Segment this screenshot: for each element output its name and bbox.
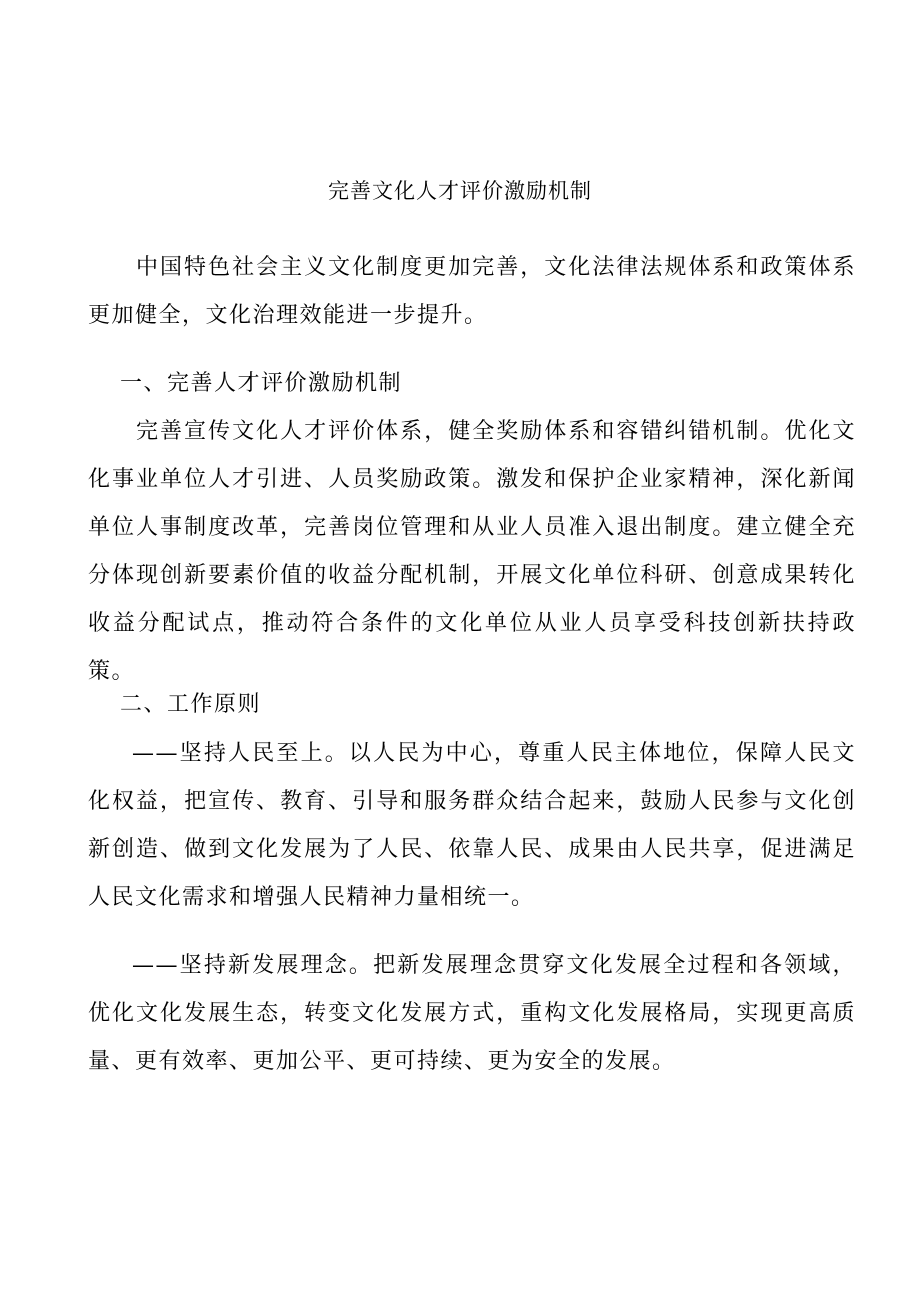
principle-1-paragraph: ——坚持人民至上。以人民为中心，尊重人民主体地位，保障人民文化权益，把宣传、教育、引导和服务群众结合起来，鼓励人民参与文化创新创造、做到文化发展为了人民、依靠人民、成果由人民共享，促进满足人民文化需求和增强人民精神力量相统一。	[88, 741, 856, 910]
section-1-heading: 一、完善人才评价激励机制	[120, 371, 403, 396]
section-2-heading: 二、工作原则	[120, 692, 262, 717]
document-title: 完善文化人才评价激励机制	[328, 179, 592, 203]
section-1-paragraph: 完善宣传文化人才评价体系，健全奖励体系和容错纠错机制。优化文化事业单位人才引进、人员奖励政策。激发和保护企业家精神，深化新闻单位人事制度改革，完善岗位管理和从业人员准入退出制度。建立健全充分体现创新要素价值的收益分配机制，开展文化单位科研、创意成果转化收益分配试点，推动符合条件的文化单位从业人员享受科技创新扶持政策。	[88, 419, 856, 684]
principle-2-paragraph: ——坚持新发展理念。把新发展理念贯穿文化发展全过程和各领域，优化文化发展生态，转变文化发展方式，重构文化发展格局，实现更高质量、更有效率、更加公平、更可持续、更为安全的发展。	[88, 953, 856, 1074]
intro-paragraph: 中国特色社会主义文化制度更加完善，文化法律法规体系和政策体系更加健全，文化治理效能进一步提升。	[88, 255, 856, 328]
